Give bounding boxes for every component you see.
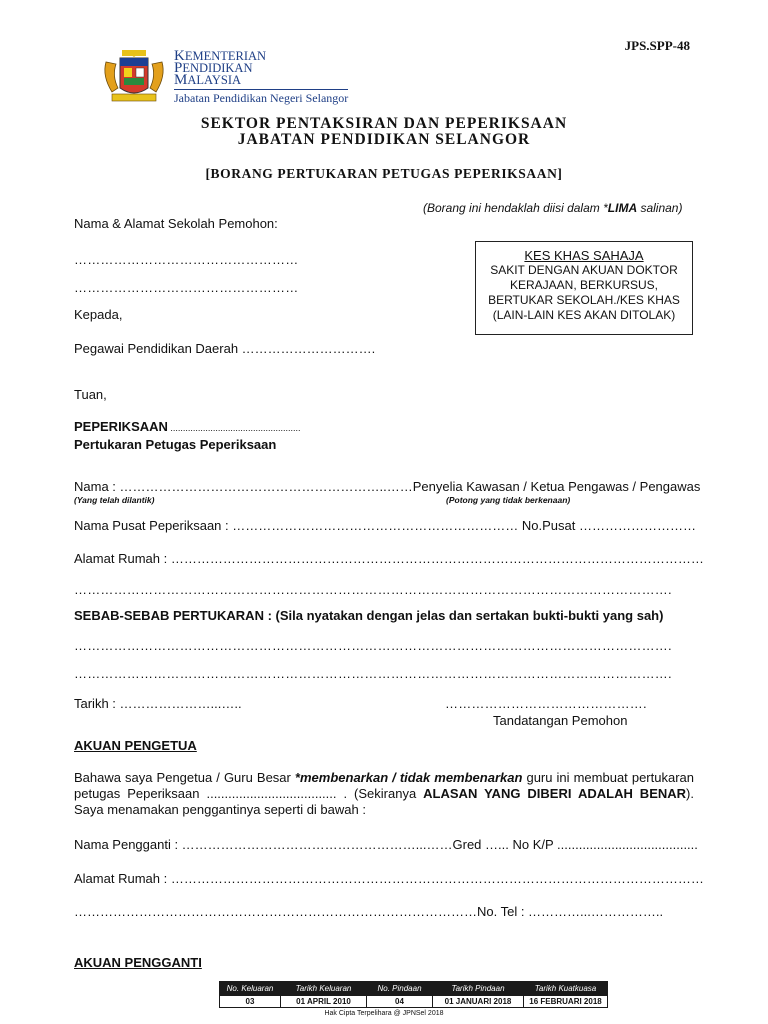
form-title: [BORANG PERTUKARAN PETUGAS PEPERIKSAAN] [205,166,563,181]
title-line-1: SEKTOR PENTAKSIRAN DAN PEPERIKSAAN [200,115,568,132]
nama-pengganti-line[interactable]: Nama Pengganti : ………………………………………………...……Gred …... No K/P ....................................... [74,837,698,852]
rev-cell: 16 FEBRUARI 2018 [524,996,608,1008]
sebab-heading: SEBAB-SEBAB PERTUKARAN : (Sila nyatakan dengan jelas dan sertakan bukti-bukti yang sah) [74,608,664,623]
peperiksaan-line[interactable]: PEPERIKSAAN .................................................... [74,419,301,434]
school-line-2[interactable]: …………………………………………… [74,280,299,295]
rev-cell: 01 APRIL 2010 [281,996,367,1008]
title-line-2: JABATAN PENDIDIKAN SELANGOR [237,131,531,148]
rev-header: Tarikh Keluaran [281,982,367,996]
school-label: Nama & Alamat Sekolah Pemohon: [74,216,278,231]
copyright-footer: Hak Cipta Terpelihara @ JPNSel 2018 [324,1010,444,1017]
no-tel-line[interactable]: …………………………………………………………………………………No. Tel : …………...…………….. [74,904,664,919]
alamat-rumah-line-2[interactable]: ………………………………………………………………………………………………………………………. [74,582,672,597]
alamat-rumah-line[interactable]: Alamat Rumah : …………………………………………………………………………………………………………… [74,551,704,566]
copies-note: (Borang ini hendaklah diisi dalam *LIMA salinan) [423,201,683,215]
akuan-pengetua-heading: AKUAN PENGETUA [74,738,197,753]
pertukaran-subtitle: Pertukaran Petugas Peperiksaan [74,437,277,452]
potong-note: (Potong yang tidak berkenaan) [446,495,571,505]
rev-cell: 04 [367,996,433,1008]
revision-table [219,981,608,1008]
kes-khas-box [475,241,693,335]
rev-cell: 01 JANUARI 2018 [433,996,524,1008]
ppd-line[interactable]: Pegawai Pendidikan Daerah …………………………. [74,341,376,356]
kepada-label: Kepada, [74,307,123,322]
tarikh-line[interactable]: Tarikh : …………………...….. [74,696,242,711]
akuan-pengganti-heading: AKUAN PENGGANTI [74,955,202,970]
ministry-name: KEMENTERIAN PENDIDIKAN MALAYSIA Jabatan Pendidikan Negeri Selangor [174,48,349,105]
akuan-pengetua-paragraph: Bahawa saya Pengetua / Guru Besar *membenarkan / tidak membenarkan guru ini membuat pertukaran petugas Peperiksaan .................................... . (Sekiranya ALASAN YANG DIBERI ADALAH BENAR). Saya menamakan penggantinya seperti di bawah : [74,770,694,817]
rev-cell: 03 [220,996,281,1008]
yang-dilantik-note: (Yang telah dilantik) [74,495,155,505]
nama-line[interactable]: Nama : ……………………………………………………..……Penyelia Kawasan / Ketua Pengawas / Pengawas [74,479,701,494]
pusat-line[interactable]: Nama Pusat Peperiksaan : ………………………………………………………… No.Pusat ……………………… [74,518,696,533]
rev-header: No. Keluaran [220,982,281,996]
rev-header: Tarikh Pindaan [433,982,524,996]
sebab-line-2[interactable]: ………………………………………………………………………………………………………………………. [74,666,672,681]
tandatangan-label: Tandatangan Pemohon [493,713,628,728]
tuan-label: Tuan, [74,387,107,402]
malaysia-coat-of-arms-logo [100,48,168,110]
rev-header: No. Pindaan [367,982,433,996]
rev-header: Tarikh Kuatkuasa [524,982,608,996]
sebab-line-1[interactable]: ………………………………………………………………………………………………………………………. [74,638,672,653]
alamat-rumah-pengganti-line[interactable]: Alamat Rumah : …………………………………………………………………………………………………………… [74,871,704,886]
kes-khas-line: KERAJAAN, BERKURSUS, [509,278,659,292]
kes-khas-line: BERTUKAR SEKOLAH./KES KHAS [488,293,680,307]
kes-khas-line: (LAIN-LAIN KES AKAN DITOLAK) [492,308,676,322]
school-line-1[interactable]: …………………………………………… [74,252,299,267]
signature-line[interactable]: ………………………………………. [445,696,647,711]
kes-khas-title: KES KHAS SAHAJA [524,248,644,263]
jabatan-name: Jabatan Pendidikan Negeri Selangor [174,91,349,105]
kes-khas-line: SAKIT DENGAN AKUAN DOKTOR [490,263,678,277]
document-code: JPS.SPP-48 [624,38,690,53]
